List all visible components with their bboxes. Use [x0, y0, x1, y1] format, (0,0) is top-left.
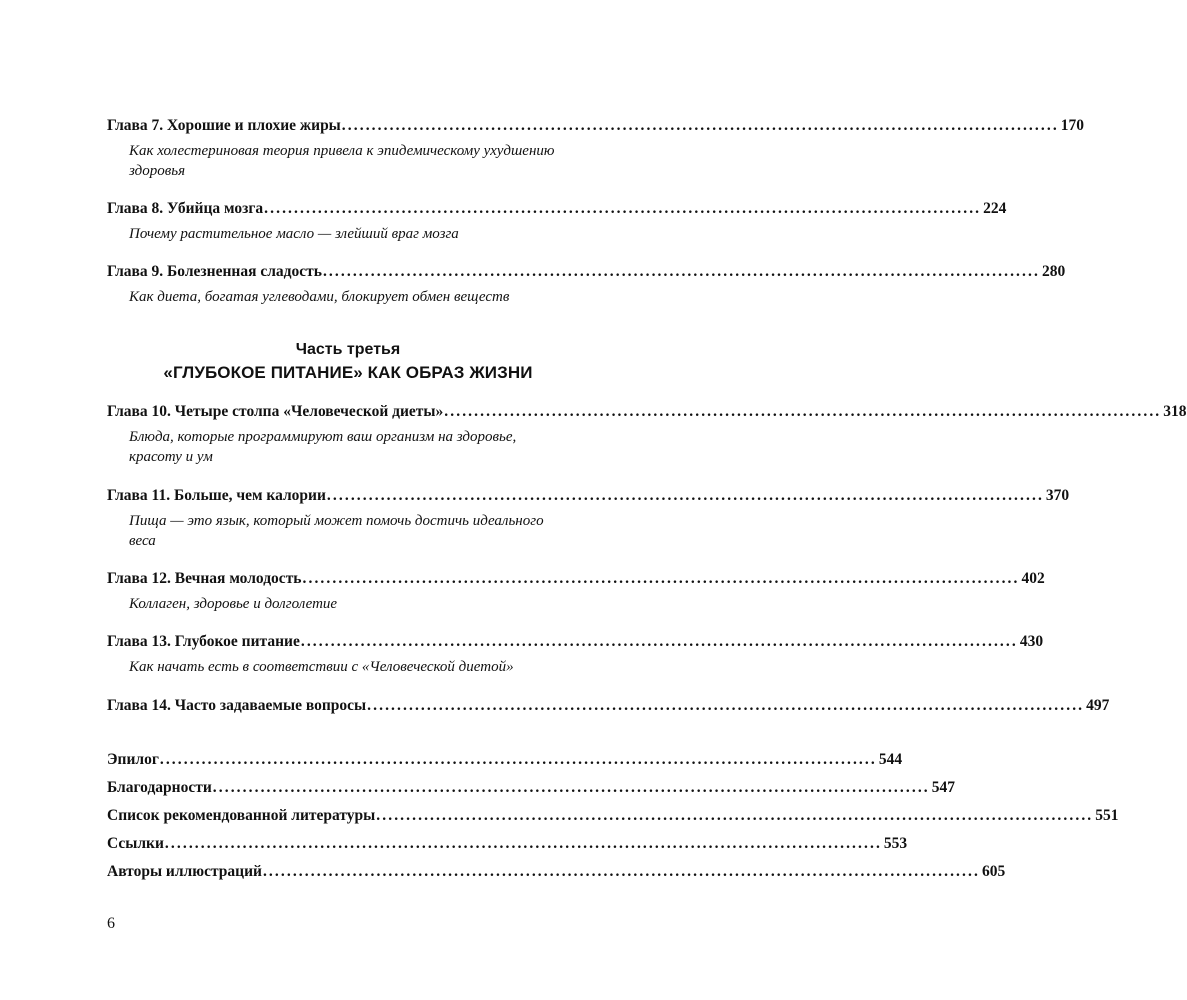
- page-number-ref: 553: [883, 835, 908, 852]
- page-number-ref: 402: [1021, 570, 1045, 587]
- toc-line: [107, 806, 1119, 826]
- part-heading: [107, 339, 589, 384]
- dot-leader: ........................................................................................................................: [302, 570, 1020, 587]
- toc-entry-references: [107, 834, 908, 854]
- page-number-ref: 370: [1045, 487, 1070, 504]
- part-label: Часть третья: [295, 341, 401, 358]
- toc-line: [107, 486, 1070, 506]
- chapter-subtitle: Как диета, богатая углеводами, блокирует обмен веществ: [129, 289, 510, 305]
- dot-leader: ........................................................................................................................: [322, 263, 1040, 280]
- chapter-title: Глава 8. Убийца мозга: [107, 200, 264, 217]
- toc-line: [107, 778, 956, 798]
- toc-line: [107, 402, 1187, 422]
- toc-line: [107, 834, 908, 854]
- chapter-subtitle: Как начать есть в соответствии с «Человеческой диетой»: [129, 659, 514, 675]
- dot-leader: ........................................................................................................................: [212, 779, 930, 796]
- dot-leader: ........................................................................................................................: [367, 697, 1085, 714]
- chapter-subtitle: Блюда, которые программируют ваш организм на здоровье, красоту и ум: [129, 429, 517, 465]
- section-title: Авторы иллюстраций: [107, 863, 262, 880]
- chapter-subtitle: Как холестериновая теория привела к эпидемическому ухудшению здоровья: [129, 143, 555, 179]
- section-title: Благодарности: [107, 779, 212, 796]
- toc-line: [107, 262, 1066, 282]
- page-number-ref: 605: [981, 863, 1006, 880]
- chapter-subtitle: Коллаген, здоровье и долголетие: [129, 596, 338, 612]
- chapter-title: Глава 11. Больше, чем калории: [107, 487, 326, 504]
- page-number-ref: 430: [1019, 633, 1044, 650]
- toc-line: [107, 696, 1110, 716]
- toc-entry-chapter-13: [107, 632, 1044, 677]
- dot-leader: ........................................................................................................................: [300, 633, 1018, 650]
- dot-leader: ........................................................................................................................: [264, 200, 982, 217]
- toc-entry-chapter-8: [107, 199, 1007, 244]
- toc-entry-chapter-12: [107, 569, 1045, 614]
- chapter-title: Глава 9. Болезненная сладость: [107, 263, 322, 280]
- part-title: «ГЛУБОКОЕ ПИТАНИЕ» КАК ОБРАЗ ЖИЗНИ: [163, 363, 533, 382]
- section-title: Эпилог: [107, 751, 159, 768]
- dot-leader: ........................................................................................................................: [326, 487, 1044, 504]
- dot-leader: ........................................................................................................................: [159, 751, 877, 768]
- toc-line: [107, 199, 1007, 219]
- page-number-ref: 551: [1095, 807, 1119, 824]
- toc-entry-chapter-10: [107, 402, 1187, 467]
- toc-entry-epilogue: [107, 750, 903, 770]
- chapter-title: Глава 12. Вечная молодость: [107, 570, 302, 587]
- chapter-subtitle: Почему растительное масло — злейший враг мозга: [129, 226, 459, 242]
- dot-leader: ........................................................................................................................: [444, 403, 1162, 420]
- toc-entry-acknowledgements: [107, 778, 956, 798]
- page-number-ref: 497: [1086, 697, 1110, 714]
- toc-entry-chapter-14: [107, 696, 1110, 716]
- toc-line: [107, 632, 1044, 652]
- toc-page: [107, 0, 1187, 1000]
- chapter-title: Глава 7. Хорошие и плохие жиры: [107, 117, 341, 134]
- dot-leader: ........................................................................................................................: [262, 863, 980, 880]
- chapter-title: Глава 10. Четыре столпа «Человеческой диеты»: [107, 403, 444, 420]
- section-title: Ссылки: [107, 835, 164, 852]
- toc-line: [107, 116, 1085, 136]
- toc-entry-chapter-7: [107, 116, 1085, 181]
- chapter-title: Глава 13. Глубокое питание: [107, 633, 300, 650]
- toc-line: [107, 569, 1045, 589]
- page-number-ref: 544: [878, 751, 903, 768]
- dot-leader: ........................................................................................................................: [341, 117, 1059, 134]
- page-number-ref: 224: [983, 200, 1007, 217]
- page-number-ref: 280: [1041, 263, 1066, 280]
- toc-entry-chapter-11: [107, 486, 1070, 551]
- toc-entry-illustration-credits: [107, 862, 1006, 882]
- page-number-ref: 547: [931, 779, 956, 796]
- chapter-subtitle: Пища — это язык, который может помочь достичь идеального веса: [129, 513, 544, 549]
- toc-entry-chapter-9: [107, 262, 1066, 307]
- toc-entry-reading-list: [107, 806, 1119, 826]
- section-title: Список рекомендованной литературы: [107, 807, 376, 824]
- folio: 6: [107, 915, 115, 932]
- chapter-title: Глава 14. Часто задаваемые вопросы: [107, 697, 367, 714]
- toc-line: [107, 862, 1006, 882]
- toc-line: [107, 750, 903, 770]
- page-number-ref: 170: [1060, 117, 1085, 134]
- dot-leader: ........................................................................................................................: [376, 807, 1094, 824]
- dot-leader: ........................................................................................................................: [164, 835, 882, 852]
- page-number-ref: 318: [1163, 403, 1187, 420]
